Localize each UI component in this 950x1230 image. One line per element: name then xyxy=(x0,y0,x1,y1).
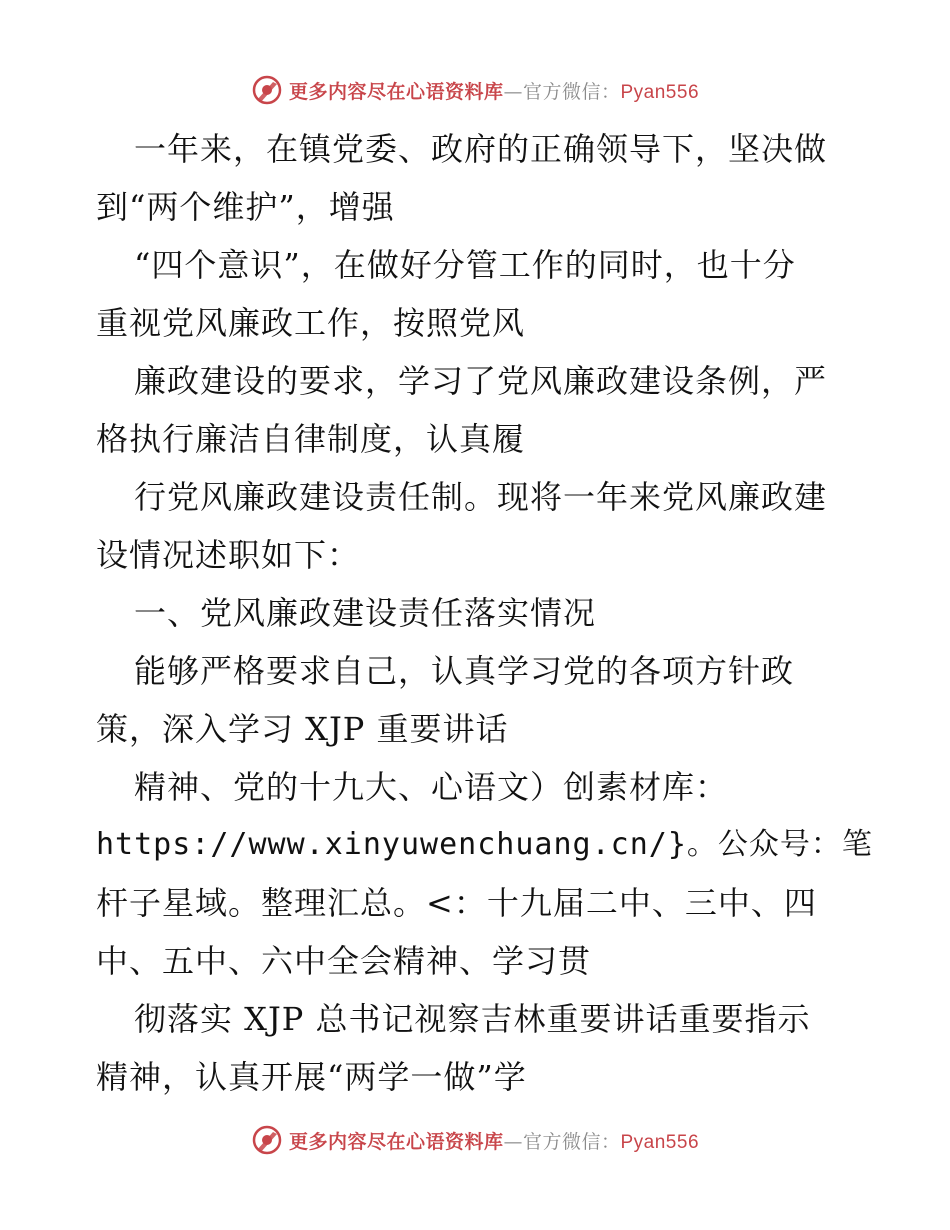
footer-banner-text xyxy=(289,1127,699,1154)
text-line-8: 设情况述职如下： xyxy=(96,536,361,574)
section-heading: 一、党风廉政建设责任落实情况 xyxy=(134,594,597,632)
header-banner-official: 官方微信： xyxy=(522,80,621,103)
footer-banner-official: 官方微信： xyxy=(522,1130,621,1153)
quill-logo-icon xyxy=(251,1124,283,1156)
text-line-5: 廉政建设的要求，学习了党风廉政建设条例，严 xyxy=(134,362,828,400)
header-banner-main: 更多内容尽在心语资料库 xyxy=(288,80,504,103)
document-body xyxy=(96,120,873,1106)
quill-logo-icon xyxy=(251,74,283,106)
text-line-11: 策，深入学习 XJP 重要讲话 xyxy=(96,710,509,748)
header-watermark-banner xyxy=(0,70,950,110)
text-line-10: 能够严格要求自己，认真学习党的各项方针政 xyxy=(134,652,795,690)
text-line-16: 彻落实 XJP 总书记视察吉林重要讲话重要指示 xyxy=(134,1000,811,1038)
text-line-14: 杆子星域。整理汇总。<：十九届二中、三中、四 xyxy=(96,884,817,922)
text-line-17: 精神，认真开展“两学一做”学 xyxy=(96,1058,527,1096)
text-line-12: 精神、党的十九大、心语文）创素材库： xyxy=(134,768,729,806)
footer-watermark-banner xyxy=(0,1120,950,1160)
footer-banner-main: 更多内容尽在心语资料库 xyxy=(288,1130,504,1153)
header-banner-id: Pyan556 xyxy=(620,81,700,103)
text-line-15: 中、五中、六中全会精神、学习贯 xyxy=(96,942,592,980)
header-banner-text xyxy=(289,77,699,104)
text-line-6: 格执行廉洁自律制度，认真履 xyxy=(96,420,526,458)
text-line-4: 重视党风廉政工作，按照党风 xyxy=(96,304,526,342)
header-banner-sep: — xyxy=(503,80,523,103)
text-line-1: 一年来，在镇党委、政府的正确领导下，坚决做 xyxy=(134,130,828,168)
text-line-3: “四个意识”，在做好分管工作的同时，也十分 xyxy=(134,246,796,284)
footer-banner-id: Pyan556 xyxy=(620,1131,700,1153)
text-line-7: 行党风廉政建设责任制。现将一年来党风廉政建 xyxy=(134,478,828,516)
footer-banner-sep: — xyxy=(503,1130,523,1153)
text-line-2: 到“两个维护”，增强 xyxy=(96,188,395,226)
text-line-url: https://www.xinyuwenchuang.cn/}。公众号：笔 xyxy=(96,827,873,862)
